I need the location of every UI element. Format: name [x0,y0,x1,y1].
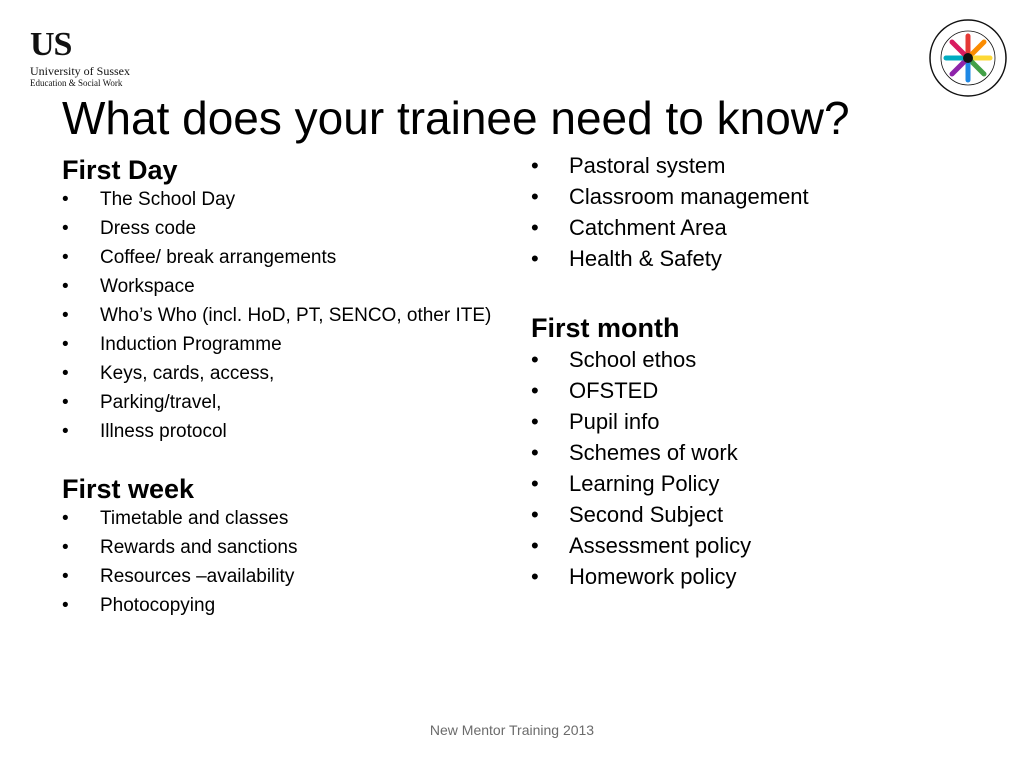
list-item: • Pupil info [531,408,971,436]
first-day-heading: First Day [62,155,178,185]
list-item: • Rewards and sanctions [62,536,502,559]
list-item: • Dress code [62,217,502,240]
list-item: • Coffee/ break arrangements [62,246,502,269]
left-column [62,152,502,623]
list-item: • Schemes of work [531,439,971,467]
list-item: • Keys, cards, access, [62,362,502,385]
list-item: • Classroom management [531,183,971,211]
list-item: • Who’s Who (incl. HoD, PT, SENCO, other ITE) [62,304,502,327]
first-month-heading: First month [531,313,680,343]
list-item: • Timetable and classes [62,507,502,530]
sussex-consortium-logo [928,18,1008,98]
continued-list [531,152,971,273]
logo-department-name: Education & Social Work [30,78,123,88]
slide-footer: New Mentor Training 2013 [429,722,595,738]
first-week-heading: First week [62,474,195,504]
list-item: • Catchment Area [531,214,971,242]
first-day-list [62,188,502,443]
logo-mark: US [30,26,72,63]
list-item: • Health & Safety [531,245,971,273]
list-item: • Pastoral system [531,152,971,180]
first-week-list [62,507,502,617]
list-item: • OFSTED [531,377,971,405]
list-item: • Workspace [62,275,502,298]
university-of-sussex-logo [30,28,150,89]
list-item: • Second Subject [531,501,971,529]
list-item: • Learning Policy [531,470,971,498]
list-item: • Resources –availability [62,565,502,588]
logo-university-name: University of Sussex [30,64,130,78]
first-month-list [531,346,971,591]
list-item: • Photocopying [62,594,502,617]
list-item: • Induction Programme [62,333,502,356]
list-item: • The School Day [62,188,502,211]
list-item: • School ethos [531,346,971,374]
slide-title: What does your trainee need to know? [62,92,850,144]
right-column [531,152,971,594]
list-item: • Parking/travel, [62,391,502,414]
list-item: • Homework policy [531,563,971,591]
list-item: • Illness protocol [62,420,502,443]
list-item: • Assessment policy [531,532,971,560]
